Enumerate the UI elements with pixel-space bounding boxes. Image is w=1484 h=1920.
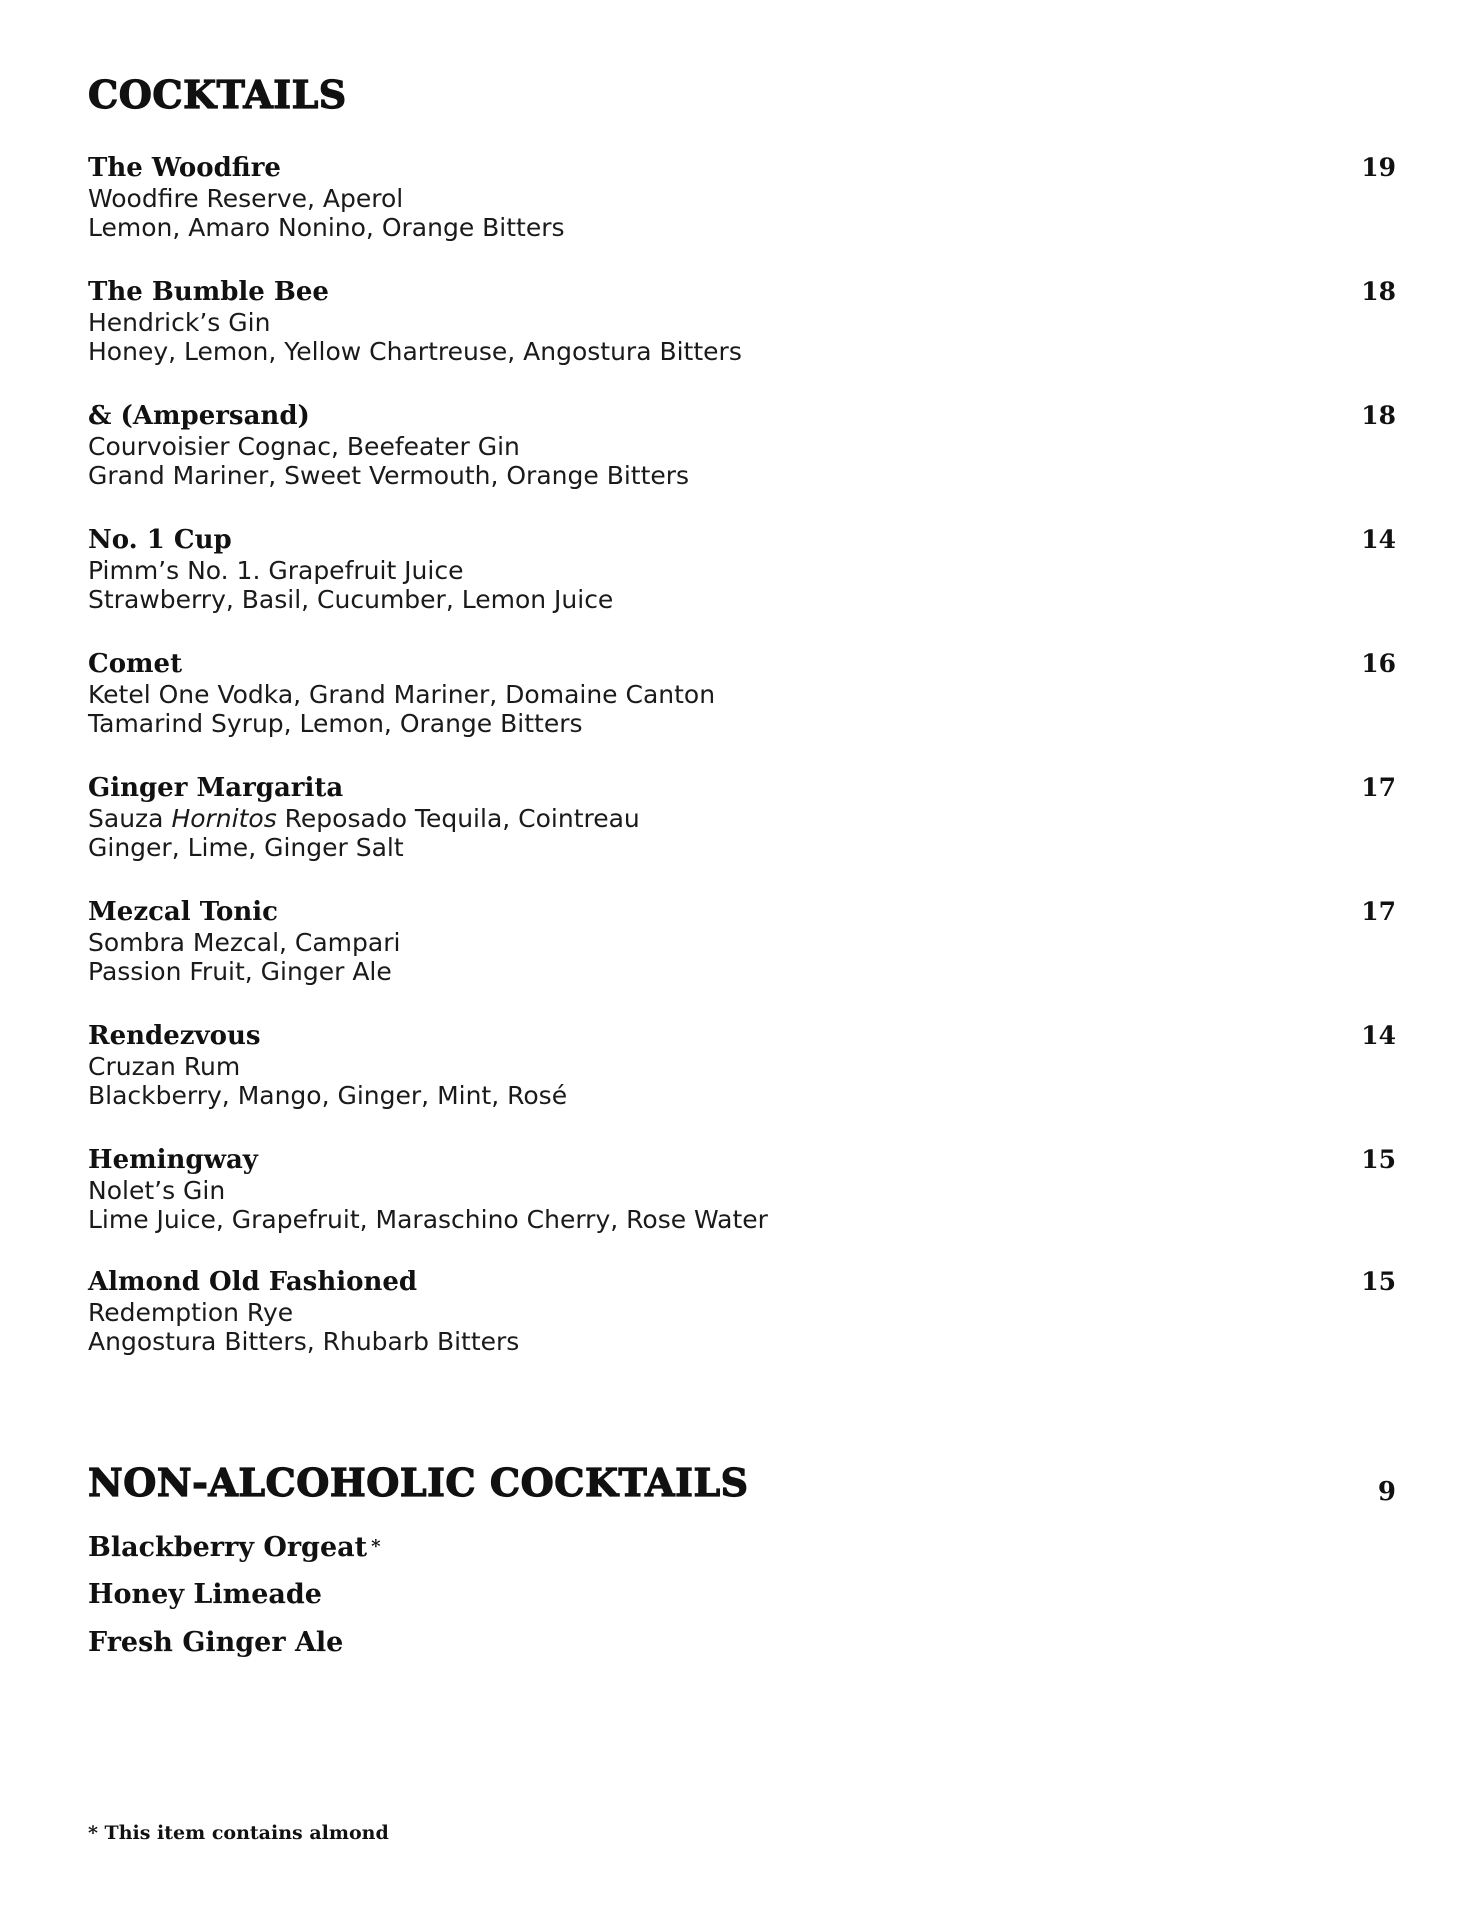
item-price: 19 [1361, 153, 1396, 182]
item-price: 14 [1361, 525, 1396, 554]
item-price: 18 [1361, 277, 1396, 306]
item-ingredients-text: Reposado Tequila, Cointreau [276, 804, 640, 833]
item-ingredients-italic: Hornitos [171, 804, 277, 833]
item-name: & (Ampersand) [88, 401, 310, 431]
item-name: Mezcal Tonic [88, 897, 279, 927]
menu-item [88, 152, 1396, 242]
menu-item [88, 1266, 1396, 1356]
non-alcoholic-item [88, 1530, 381, 1565]
item-name: Honey Limeade [88, 1579, 322, 1610]
item-ingredients-line2: Blackberry, Mango, Ginger, Mint, Rosé [88, 1081, 568, 1110]
item-ingredients-line1: Nolet’s Gin [88, 1176, 226, 1205]
allergen-marker: * [371, 1536, 381, 1557]
menu-page [88, 0, 1396, 1920]
item-price: 14 [1361, 1021, 1396, 1050]
allergen-footnote: * This item contains almond [88, 1822, 389, 1844]
item-ingredients-line1: Cruzan Rum [88, 1052, 241, 1081]
item-ingredients-line1: Hendrick’s Gin [88, 308, 271, 337]
item-name: Blackberry Orgeat [88, 1532, 368, 1563]
item-name: Rendezvous [88, 1021, 261, 1051]
non-alcoholic-title: NON-ALCOHOLIC COCKTAILS [88, 1460, 749, 1505]
item-ingredients-line1: Redemption Rye [88, 1298, 294, 1327]
item-ingredients-line2: Lime Juice, Grapefruit, Maraschino Cherry, Rose Water [88, 1205, 768, 1234]
item-ingredients-text: Sauza [88, 804, 172, 833]
item-price: 15 [1361, 1267, 1396, 1296]
menu-item [88, 1144, 1396, 1234]
item-ingredients-line2: Ginger, Lime, Ginger Salt [88, 833, 404, 862]
item-ingredients-line2: Lemon, Amaro Nonino, Orange Bitters [88, 213, 565, 242]
item-name: Ginger Margarita [88, 773, 344, 803]
item-ingredients-line1 [88, 804, 1396, 833]
non-alcoholic-item [88, 1578, 322, 1612]
item-name: Hemingway [88, 1145, 258, 1175]
item-ingredients-line2: Strawberry, Basil, Cucumber, Lemon Juice [88, 585, 614, 614]
menu-item [88, 648, 1396, 738]
item-ingredients-line2: Angostura Bitters, Rhubarb Bitters [88, 1327, 520, 1356]
menu-item [88, 524, 1396, 614]
item-name: No. 1 Cup [88, 525, 232, 555]
menu-item [88, 276, 1396, 366]
item-price: 16 [1361, 649, 1396, 678]
cocktails-title: COCKTAILS [88, 72, 347, 117]
item-ingredients-line2: Honey, Lemon, Yellow Chartreuse, Angostura Bitters [88, 337, 742, 366]
non-alcoholic-item [88, 1626, 343, 1660]
item-ingredients-line2: Passion Fruit, Ginger Ale [88, 957, 392, 986]
menu-item [88, 896, 1396, 986]
item-ingredients-line1: Courvoisier Cognac, Beefeater Gin [88, 432, 520, 461]
menu-item [88, 772, 1396, 862]
item-price: 15 [1361, 1145, 1396, 1174]
non-alcoholic-price: 9 [1377, 1477, 1396, 1507]
item-name: The Woodfire [88, 153, 281, 183]
item-ingredients-line2: Grand Mariner, Sweet Vermouth, Orange Bitters [88, 461, 690, 490]
item-ingredients-line1: Sombra Mezcal, Campari [88, 928, 401, 957]
menu-item [88, 1020, 1396, 1110]
item-name: Almond Old Fashioned [88, 1267, 418, 1297]
non-alcoholic-header [88, 1460, 1396, 1505]
item-name: Fresh Ginger Ale [88, 1627, 344, 1658]
item-name: The Bumble Bee [88, 277, 329, 307]
item-price: 17 [1361, 773, 1396, 802]
item-price: 17 [1361, 897, 1396, 926]
item-ingredients-line1: Woodfire Reserve, Aperol [88, 184, 404, 213]
item-ingredients-line1: Pimm’s No. 1. Grapefruit Juice [88, 556, 464, 585]
item-ingredients-line1: Ketel One Vodka, Grand Mariner, Domaine Canton [88, 680, 716, 709]
menu-item [88, 400, 1396, 490]
item-ingredients-line2: Tamarind Syrup, Lemon, Orange Bitters [88, 709, 583, 738]
item-price: 18 [1361, 401, 1396, 430]
item-name: Comet [88, 649, 183, 679]
